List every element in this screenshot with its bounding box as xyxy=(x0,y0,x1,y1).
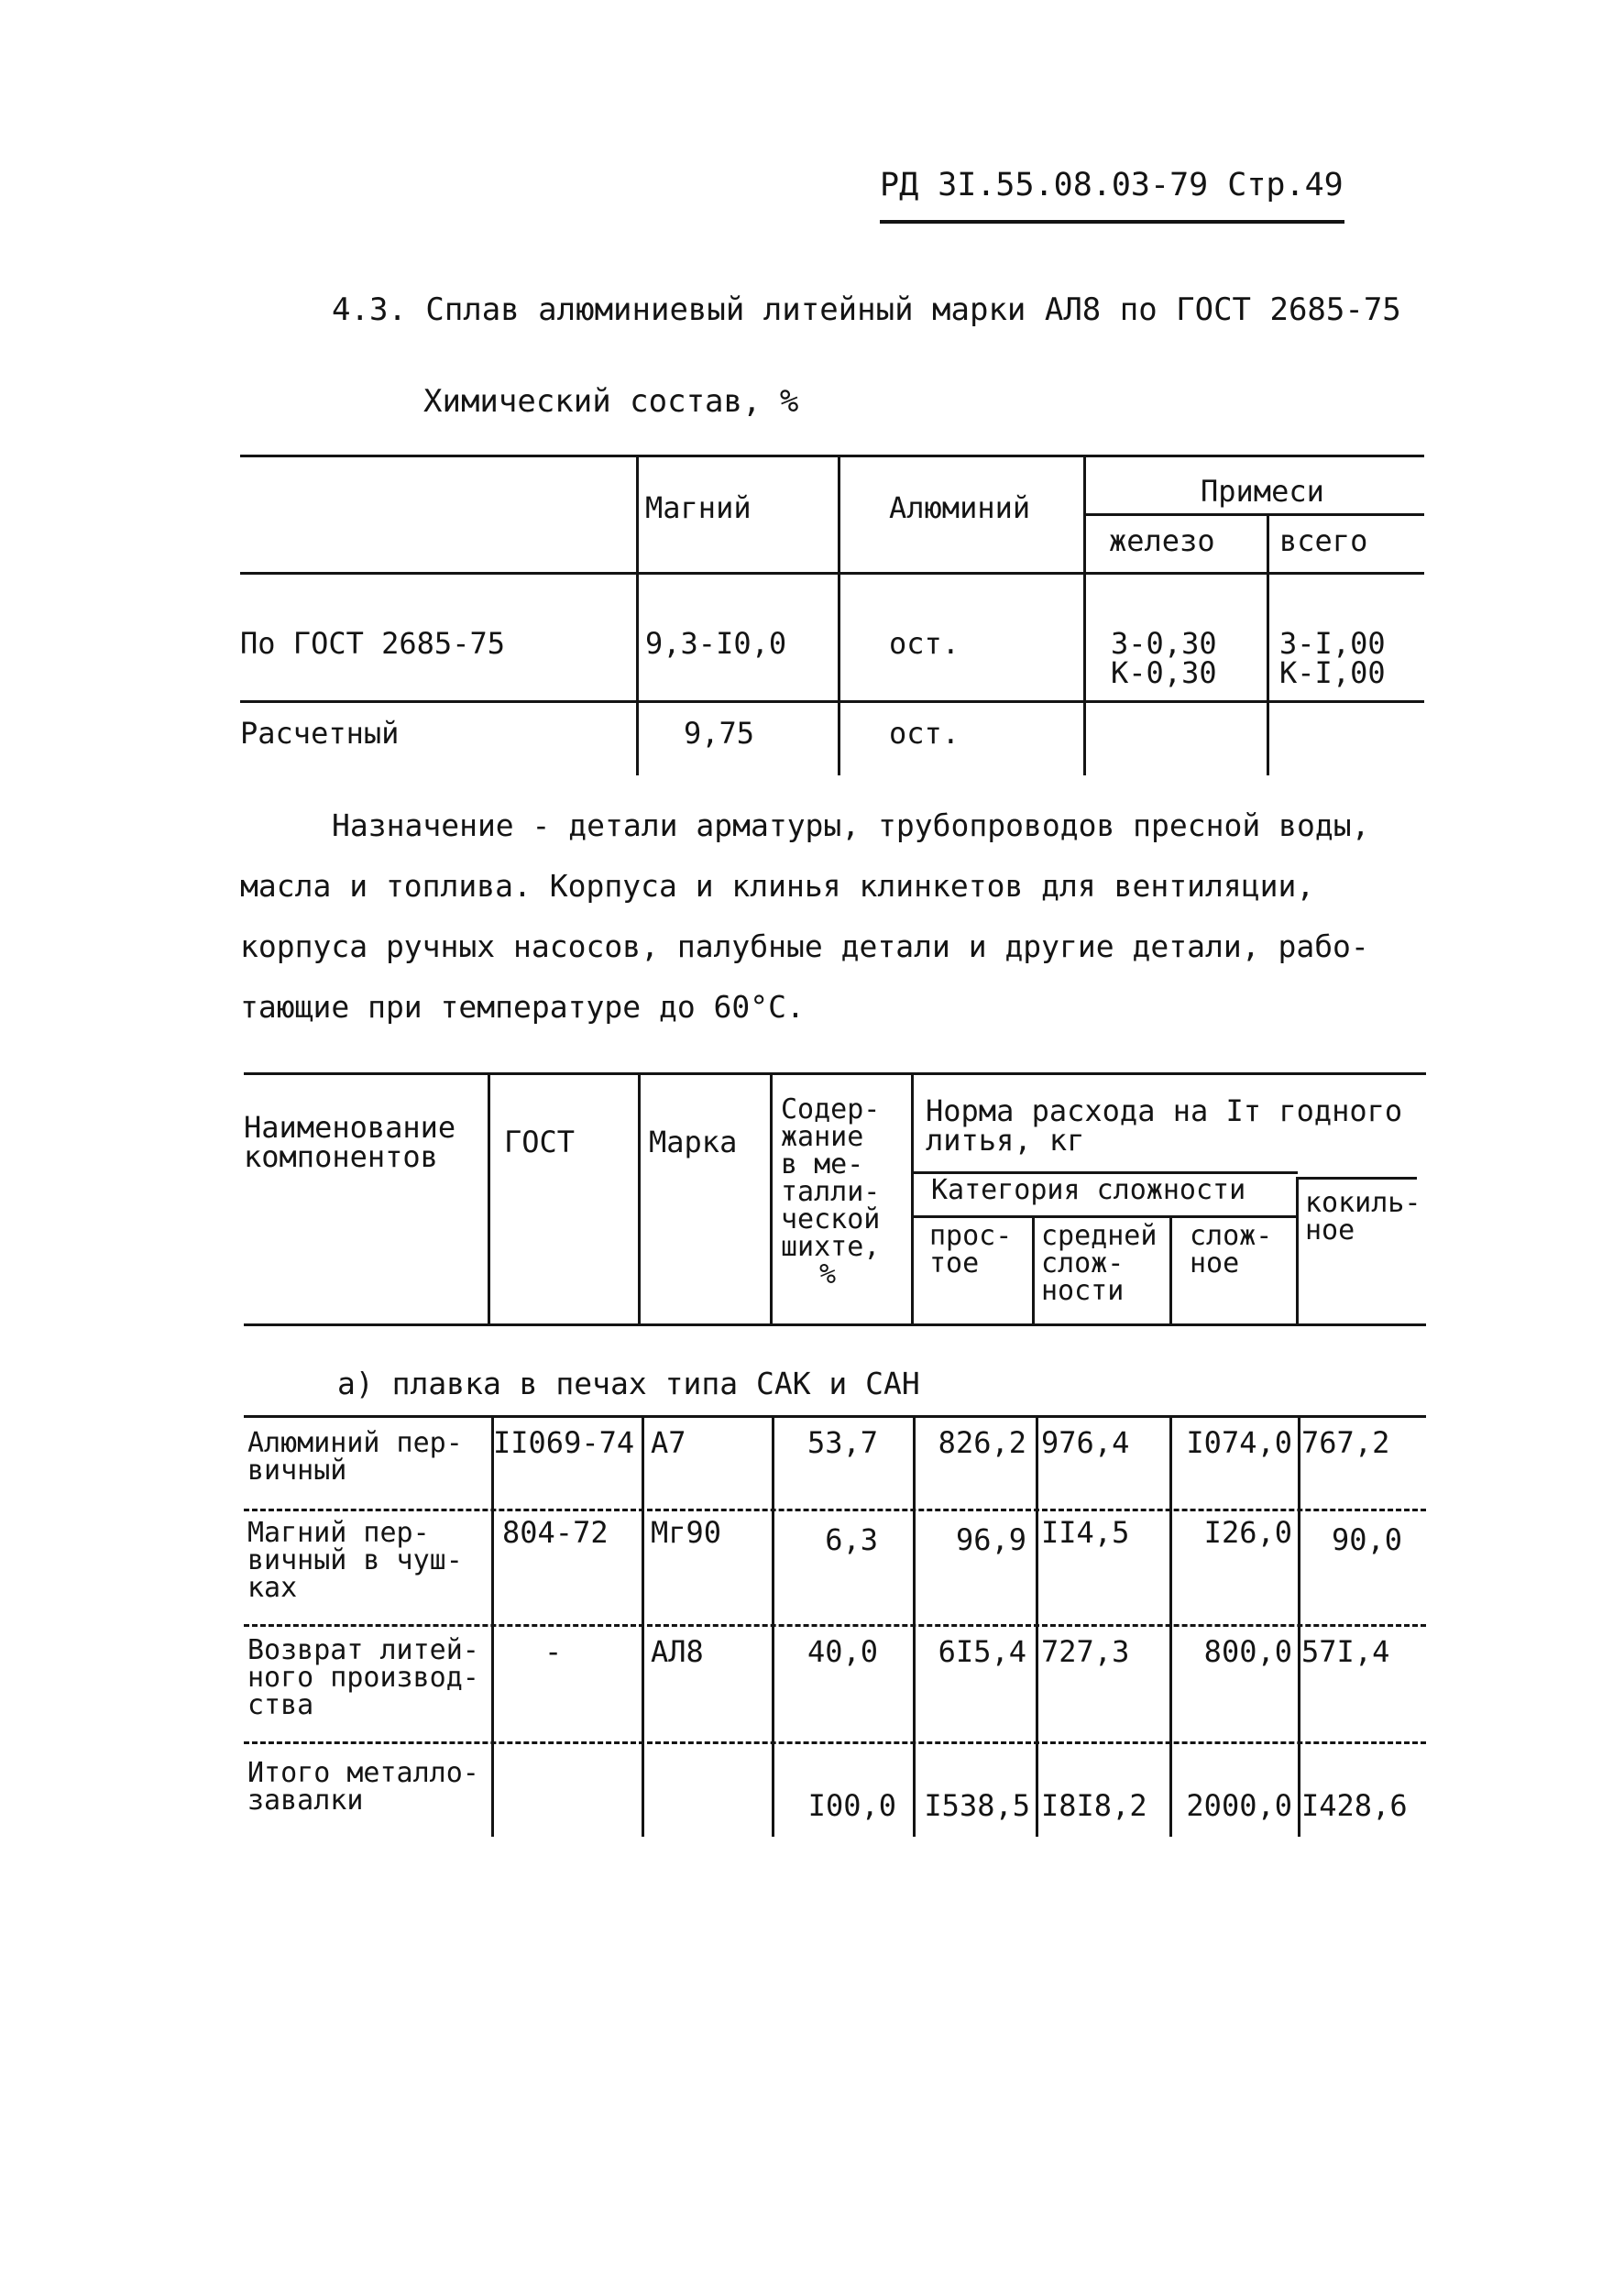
norms-row-complex: 2000,0 xyxy=(1186,1788,1292,1823)
chem-row-aluminium: ост. xyxy=(889,626,960,661)
chem-col-divider xyxy=(1083,455,1086,775)
norms-top-rule xyxy=(244,1072,1426,1075)
norms-row-medium: 976,4 xyxy=(1041,1425,1130,1460)
chem-row-rule xyxy=(240,700,1424,703)
norms-col-divider xyxy=(770,1072,773,1323)
purpose-line: масла и топлива. Корпуса и клинья клинкетов для вентиляции, xyxy=(240,868,1315,904)
norms-col-divider xyxy=(1169,1215,1172,1323)
chem-row-total-line: З-I,00 xyxy=(1279,626,1386,661)
norms-header-name-line: компонентов xyxy=(244,1139,438,1174)
norms-row-simple: 96,9 xyxy=(955,1522,1026,1557)
norms-header-content-line: Содер- xyxy=(781,1093,881,1126)
chem-row-total-line: К-I,00 xyxy=(1279,655,1386,690)
norms-col-divider xyxy=(913,1415,916,1837)
chem-header-aluminium: Алюминий xyxy=(889,490,1031,525)
norms-row-simple: 6I5,4 xyxy=(938,1634,1026,1669)
norms-header-simple-line: тое xyxy=(929,1247,980,1279)
norms-col-divider xyxy=(1298,1415,1300,1837)
purpose-paragraph xyxy=(240,796,1395,1038)
section-title: 4.3. Сплав алюминиевый литейный марки АЛ8 по ГОСТ 2685-75 xyxy=(332,291,1401,328)
norms-subcat-rule xyxy=(913,1215,1298,1218)
norms-row-chill: 90,0 xyxy=(1331,1522,1402,1557)
norms-col-divider xyxy=(1169,1415,1172,1837)
norms-col-divider xyxy=(1296,1177,1299,1323)
document-reference: РД 3I.55.08.03-79 Стр.49 xyxy=(880,167,1344,203)
norms-header-medium-line: ности xyxy=(1041,1275,1125,1307)
norms-header-content-line: ческой xyxy=(781,1203,881,1235)
header-underline xyxy=(880,220,1344,224)
chem-row-label: По ГОСТ 2685-75 xyxy=(240,626,505,661)
norms-row-chill: 57I,4 xyxy=(1301,1634,1390,1669)
norms-header-medium-line: средней xyxy=(1041,1220,1158,1252)
norms-row-name-line: ного производ- xyxy=(247,1662,479,1694)
norms-row-gost: - xyxy=(544,1634,563,1669)
chem-header-total: всего xyxy=(1279,523,1368,558)
norms-row-content: 40,0 xyxy=(807,1634,878,1669)
norms-header-norm xyxy=(926,1093,1403,1158)
norms-row-rule xyxy=(244,1741,1426,1744)
norms-header-medium xyxy=(1041,1220,1158,1307)
norms-header-norm-line: литья, кг xyxy=(926,1123,1085,1158)
chem-row-label: Расчетный xyxy=(240,716,400,751)
chem-header-impurities: Примеси xyxy=(1201,474,1324,509)
norms-row-name-line: ках xyxy=(247,1572,298,1604)
norms-row-complex: I26,0 xyxy=(1203,1515,1292,1550)
norms-header-simple-line: прос- xyxy=(929,1220,1013,1252)
norms-header-chill-line: ное xyxy=(1305,1214,1355,1246)
norms-row-name xyxy=(247,1634,479,1721)
norms-header-medium-line: слож- xyxy=(1041,1247,1125,1279)
norms-col-divider xyxy=(642,1415,644,1837)
chem-col-divider xyxy=(1267,513,1269,775)
norms-header-content-line: талли- xyxy=(781,1176,881,1208)
norms-col-divider xyxy=(1032,1215,1035,1323)
norms-row-name-line: Магний пер- xyxy=(247,1517,430,1549)
norms-row-gost: 804-72 xyxy=(502,1515,609,1550)
chem-row-iron-line: К-0,30 xyxy=(1111,655,1217,690)
chem-row-magnesium: 9,75 xyxy=(684,716,755,751)
norms-row-rule xyxy=(244,1624,1426,1627)
purpose-line: Назначение - детали арматуры, трубопроводов пресной воды, xyxy=(332,807,1370,843)
norms-row-chill: 767,2 xyxy=(1301,1425,1390,1460)
norms-row-medium: II4,5 xyxy=(1041,1515,1130,1550)
norms-row-name xyxy=(247,1427,463,1487)
norms-row-name-line: Алюминий пер- xyxy=(247,1427,463,1459)
chem-header-magnesium: Магний xyxy=(645,490,752,525)
norms-row-name xyxy=(247,1757,479,1817)
norms-col-divider xyxy=(491,1415,494,1837)
chem-top-rule xyxy=(240,455,1424,457)
chem-col-divider xyxy=(838,455,840,775)
norms-header-complex xyxy=(1190,1220,1273,1279)
chem-header-rule xyxy=(240,572,1424,575)
norms-header-complex-line: ное xyxy=(1190,1247,1240,1279)
norms-col-divider xyxy=(638,1072,641,1323)
chem-col-divider xyxy=(636,455,639,775)
norms-col-divider xyxy=(911,1072,914,1323)
norms-row-name-line: завалки xyxy=(247,1784,364,1817)
norms-header-content-line: жание xyxy=(781,1121,864,1153)
norms-header-norm-line: Норма расхода на Iт годного xyxy=(926,1093,1403,1128)
norms-row-rule xyxy=(244,1509,1426,1511)
norms-col-divider xyxy=(1036,1415,1038,1837)
chemical-composition-caption: Химический состав, % xyxy=(423,383,799,420)
norms-header-simple xyxy=(929,1220,1013,1279)
chem-header-iron: железо xyxy=(1109,523,1215,558)
norms-row-name-line: вичный в чуш- xyxy=(247,1544,463,1576)
norms-header-name xyxy=(244,1110,456,1174)
norms-row-medium: 727,3 xyxy=(1041,1634,1130,1669)
norms-header-rule xyxy=(244,1323,1426,1326)
norms-header-content-line: шихте, xyxy=(781,1231,881,1263)
chem-row-aluminium: ост. xyxy=(889,716,960,751)
norms-row-mark: А7 xyxy=(651,1425,686,1460)
norms-row-name xyxy=(247,1517,463,1604)
chem-row-iron xyxy=(1111,626,1217,690)
chem-impurities-rule xyxy=(1083,513,1424,516)
norms-row-name-line: Возврат литей- xyxy=(247,1634,479,1666)
chem-row-total xyxy=(1279,626,1386,690)
norms-header-content xyxy=(781,1093,881,1290)
melting-section-label: а) плавка в печах типа САК и САН xyxy=(337,1366,920,1401)
norms-col-divider xyxy=(488,1072,490,1323)
norms-row-content: 53,7 xyxy=(807,1425,878,1460)
norms-row-complex: I074,0 xyxy=(1186,1425,1292,1460)
norms-header-mark: Марка xyxy=(649,1125,738,1159)
norms-row-name-line: ства xyxy=(247,1689,314,1721)
norms-row-content: I00,0 xyxy=(807,1788,896,1823)
norms-row-simple: I538,5 xyxy=(924,1788,1030,1823)
norms-row-gost: II069-74 xyxy=(493,1425,635,1460)
norms-row-rule xyxy=(244,1415,1426,1418)
norms-header-name-line: Наименование xyxy=(244,1110,456,1145)
norms-row-content: 6,3 xyxy=(825,1522,878,1557)
norms-header-chill-line: кокиль- xyxy=(1305,1187,1421,1219)
norms-chill-rule xyxy=(1298,1177,1417,1180)
norms-header-content-line: % xyxy=(819,1258,837,1290)
norms-header-chill xyxy=(1305,1187,1421,1246)
norms-row-complex: 800,0 xyxy=(1203,1634,1292,1669)
norms-row-simple: 826,2 xyxy=(938,1425,1026,1460)
chem-row-magnesium: 9,3-I0,0 xyxy=(645,626,787,661)
norms-header-content-line: в ме- xyxy=(781,1148,864,1180)
norms-row-chill: I428,6 xyxy=(1301,1788,1408,1823)
norms-row-mark: Мг90 xyxy=(651,1515,722,1550)
purpose-line: тающие при температуре до 60°С. xyxy=(240,989,805,1025)
chem-row-iron-line: З-0,30 xyxy=(1111,626,1217,661)
norms-col-divider xyxy=(772,1415,774,1837)
norms-header-complex-line: слож- xyxy=(1190,1220,1273,1252)
norms-header-category: Категория сложности xyxy=(931,1174,1246,1206)
purpose-line: корпуса ручных насосов, палубные детали и другие детали, рабо- xyxy=(240,928,1369,964)
norms-row-mark: АЛ8 xyxy=(651,1634,704,1669)
norms-row-name-line: вичный xyxy=(247,1455,347,1487)
norms-row-medium: I8I8,2 xyxy=(1041,1788,1147,1823)
norms-row-name-line: Итого металло- xyxy=(247,1757,479,1789)
norms-header-gost: ГОСТ xyxy=(504,1125,576,1159)
